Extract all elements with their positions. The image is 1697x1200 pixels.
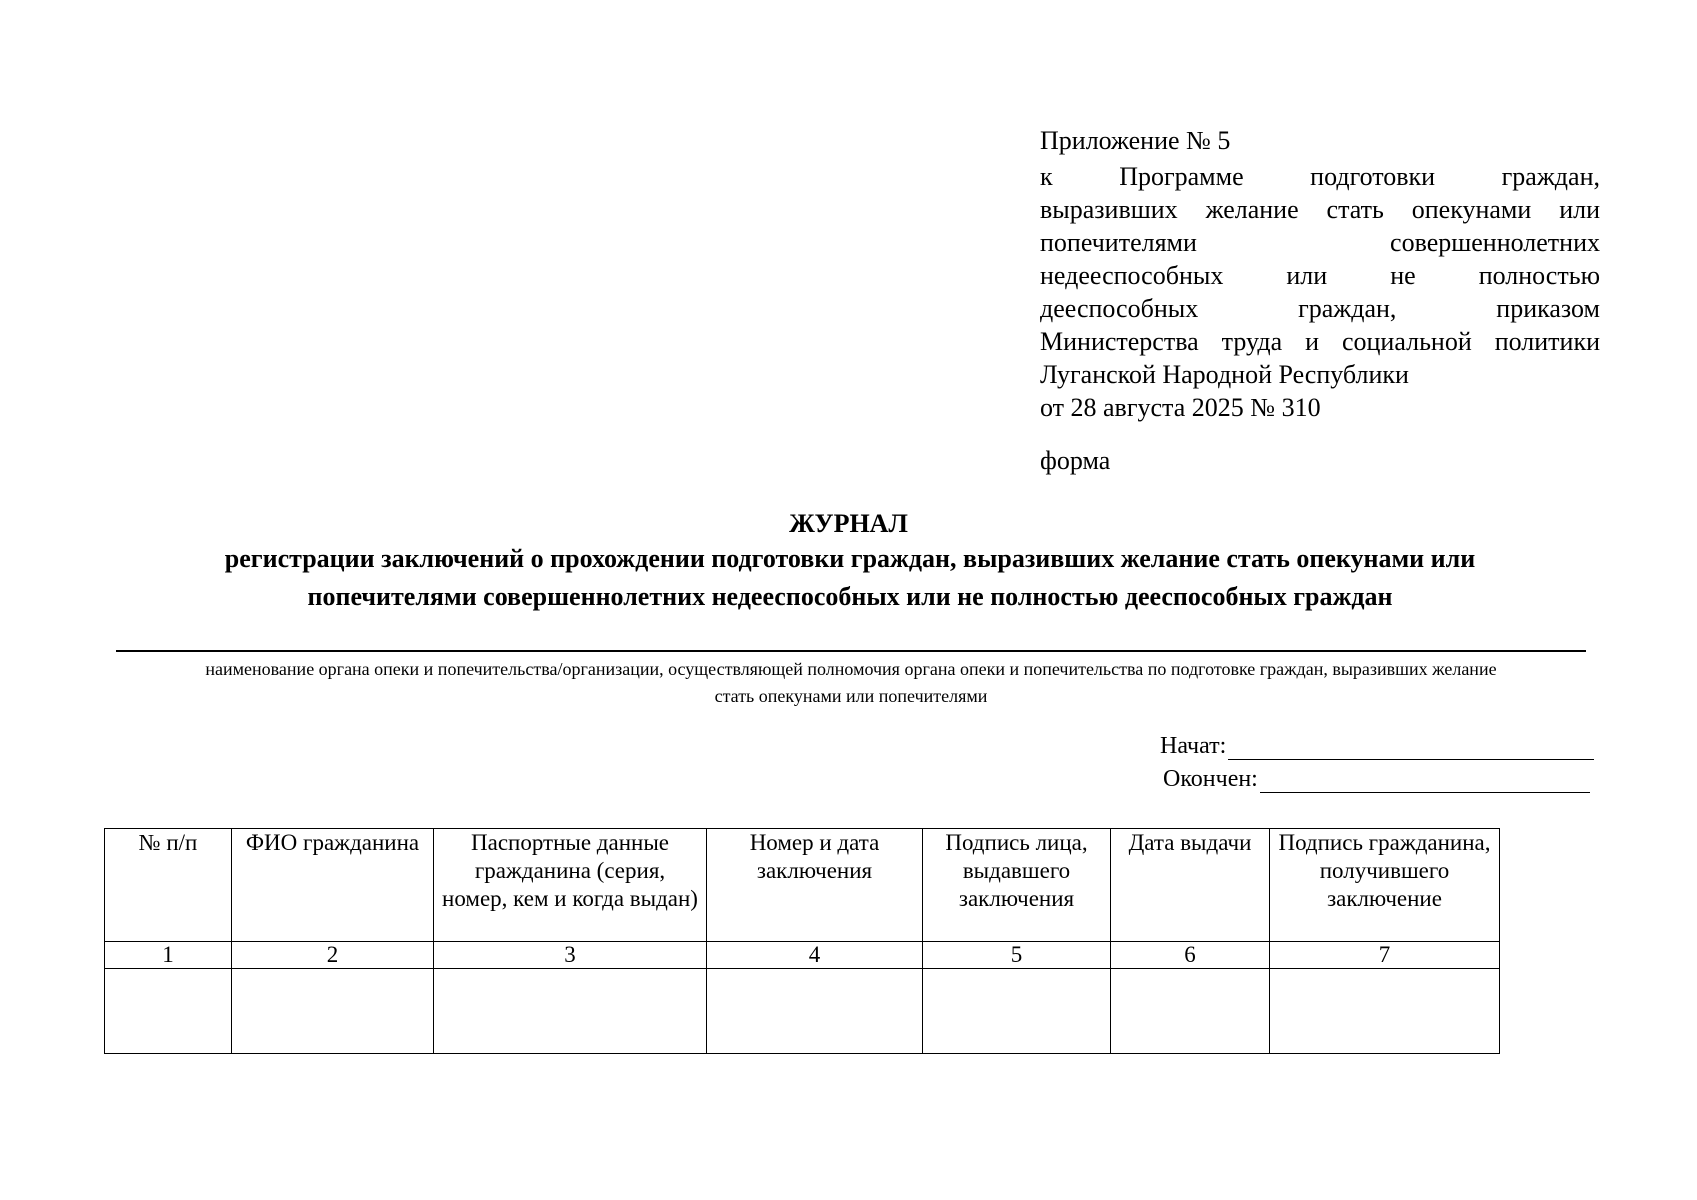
table-cell[interactable] [434, 969, 707, 1054]
journal-subtitle [100, 540, 1600, 616]
column-number: 2 [232, 942, 434, 969]
org-caption [116, 656, 1586, 710]
column-number: 3 [434, 942, 707, 969]
appendix-line: Луганской Народной Республики [1040, 360, 1409, 389]
col-header-passport: Паспортные данные гражданина (серия, номер, кем и когда выдан) [434, 829, 707, 942]
table-row [105, 969, 1500, 1054]
appendix-block [1040, 124, 1600, 424]
col-header-citizen-signature: Подпись гражданина, получившего заключение [1270, 829, 1500, 942]
col-header-fio: ФИО гражданина [232, 829, 434, 942]
journal-subtitle-line1: регистрации заключений о прохождении подготовки граждан, выразивших желание стать опекунами или [224, 544, 1476, 573]
appendix-line: дееспособных граждан, приказом [1040, 294, 1600, 323]
col-header-number: № п/п [105, 829, 232, 942]
appendix-body [1040, 160, 1600, 391]
col-header-issuer-signature: Подпись лица, выдавшего заключения [923, 829, 1111, 942]
appendix-line: недееспособных или не полностью [1040, 261, 1600, 290]
org-caption-line2: стать опекунами или попечителями [714, 686, 988, 706]
ended-field [1163, 766, 1590, 793]
ended-fill-line[interactable] [1260, 770, 1590, 793]
journal-title: ЖУРНАЛ [789, 509, 908, 538]
column-number: 1 [105, 942, 232, 969]
column-number: 5 [923, 942, 1111, 969]
appendix-line: к Программе подготовки граждан, [1040, 162, 1600, 191]
column-number: 7 [1270, 942, 1500, 969]
table-cell[interactable] [1270, 969, 1500, 1054]
table-cell[interactable] [232, 969, 434, 1054]
column-number: 4 [707, 942, 923, 969]
table-column-numbers-row [105, 942, 1500, 969]
started-label: Начат: [1160, 733, 1227, 759]
started-field [1160, 733, 1594, 760]
appendix-line: выразивших желание стать опекунами или [1040, 195, 1600, 224]
appendix-date: от 28 августа 2025 № 310 [1040, 393, 1321, 422]
journal-table [104, 828, 1500, 1054]
started-fill-line[interactable] [1228, 737, 1594, 760]
col-header-issue-date: Дата выдачи [1111, 829, 1270, 942]
ended-label: Окончен: [1163, 766, 1258, 792]
journal-subtitle-line2: попечителями совершеннолетних недееспособных или не полностью дееспособных граждан [307, 582, 1393, 611]
table-cell[interactable] [923, 969, 1111, 1054]
appendix-line: попечителями совершеннолетних [1040, 228, 1600, 257]
org-name-fill-line[interactable] [116, 650, 1586, 652]
table-header-row [105, 829, 1500, 942]
appendix-line: Министерства труда и социальной политики [1040, 327, 1600, 356]
form-label: форма [1040, 446, 1111, 475]
org-caption-line1: наименование органа опеки и попечительства/организации, осуществляющей полномочия органа опеки и попечительства по подготовке граждан, выразивших желание [205, 659, 1497, 679]
col-header-conclusion: Номер и дата заключения [707, 829, 923, 942]
table-cell[interactable] [105, 969, 232, 1054]
column-number: 6 [1111, 942, 1270, 969]
table-cell[interactable] [1111, 969, 1270, 1054]
table-cell[interactable] [707, 969, 923, 1054]
appendix-title: Приложение № 5 [1040, 126, 1231, 155]
